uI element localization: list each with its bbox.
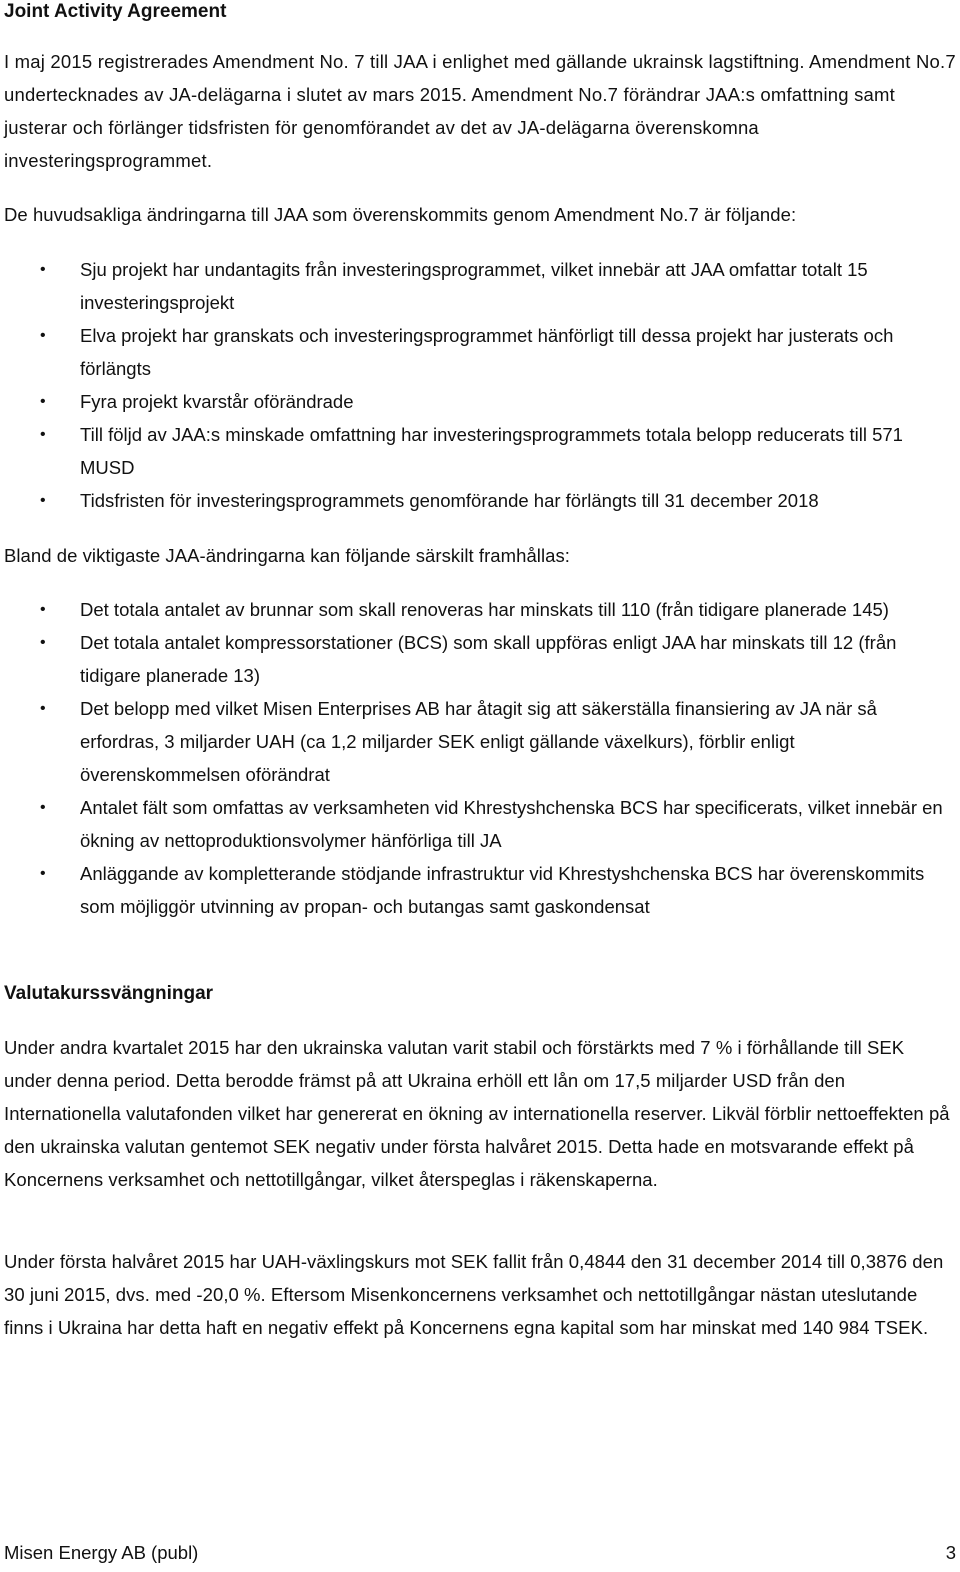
- list-item: • Elva projekt har granskats och investeringsprogrammet hänförligt till dessa projekt har justerats och förlängts: [0, 319, 960, 385]
- section-heading-jaa: Joint Activity Agreement: [4, 1, 227, 22]
- bullet-icon: •: [40, 865, 46, 882]
- changes-intro-paragraph: De huvudsakliga ändringarna till JAA som överenskommits genom Amendment No.7 är följande:: [4, 204, 797, 225]
- bullet-icon: •: [40, 492, 46, 509]
- list-item: • Tidsfristen för investeringsprogrammets genomförande har förlängts till 31 december 2018: [0, 484, 960, 517]
- list-item: • Fyra projekt kvarstår oförändrade: [0, 385, 960, 418]
- fx-paragraph-2: Under första halvåret 2015 har UAH-växlingskurs mot SEK fallit från 0,4844 den 31 december 2014 till 0,3876 den 30 juni 2015, dvs. med -20,0 %. Eftersom Misenkoncernens verksamhet och nettotillgångar nästan uteslutande finns i Ukraina har detta haft en negativ effekt på Koncernens egna kapital som har minskat med 140 984 TSEK.: [4, 1251, 944, 1338]
- changes-list: [0, 253, 960, 517]
- list-item: • Antalet fält som omfattas av verksamheten vid Khrestyshchenska BCS har specificerats, vilket innebär en ökning av nettoproduktionsvolymer hänförliga till JA: [0, 791, 960, 857]
- bullet-icon: •: [40, 634, 46, 651]
- bullet-icon: •: [40, 700, 46, 717]
- list-item: • Det totala antalet kompressorstationer (BCS) som skall uppföras enligt JAA har minskats till 12 (från tidigare planerade 13): [0, 626, 960, 692]
- bullet-icon: •: [40, 327, 46, 344]
- section-heading-fx: Valutakurssvängningar: [4, 983, 214, 1004]
- list-item: • Anläggande av kompletterande stödjande infrastruktur vid Khrestyshchenska BCS har överenskommits som möjliggör utvinning av propan- och butangas samt gaskondensat: [0, 857, 960, 923]
- bullet-icon: •: [40, 601, 46, 618]
- fx-paragraph-1: Under andra kvartalet 2015 har den ukrainska valutan varit stabil och förstärkts med 7 % i förhållande till SEK under denna period. Detta berodde främst på att Ukraina erhöll ett lån om 17,5 miljarder USD från den Internationella valutafonden vilket har genererat en ökning av internationella reserver. Likväl förblir nettoeffekten på den ukrainska valutan gentemot SEK negativ under första halvåret 2015. Detta hade en motsvarande effekt på Koncernens verksamhet och nettotillgångar, vilket återspeglas i räkenskaperna.: [4, 1037, 950, 1190]
- highlights-list: [0, 593, 960, 923]
- bullet-icon: •: [40, 426, 46, 443]
- footer-company: Misen Energy AB (publ): [4, 1542, 199, 1563]
- intro-paragraph: I maj 2015 registrerades Amendment No. 7 till JAA i enlighet med gällande ukrainsk lagstiftning. Amendment No.7 undertecknades av JA-delägarna i slutet av mars 2015. Amendment No.7 förändrar JAA:s omfattning samt justerar och förlänger tidsfristen för genomförandet av det av JA-delägarna överenskomna investeringsprogrammet.: [4, 51, 956, 171]
- footer-page-number: 3: [945, 1542, 956, 1563]
- list-item: • Till följd av JAA:s minskade omfattning har investeringsprogrammets totala belopp reducerats till 571 MUSD: [0, 418, 960, 484]
- list-item: • Det totala antalet av brunnar som skall renoveras har minskats till 110 (från tidigare planerade 145): [0, 593, 960, 626]
- bullet-icon: •: [40, 393, 46, 410]
- list-item: • Sju projekt har undantagits från investeringsprogrammet, vilket innebär att JAA omfattar totalt 15 investeringsprojekt: [0, 253, 960, 319]
- highlights-intro-paragraph: Bland de viktigaste JAA-ändringarna kan följande särskilt framhållas:: [4, 545, 570, 566]
- bullet-icon: •: [40, 799, 46, 816]
- list-item: • Det belopp med vilket Misen Enterprises AB har åtagit sig att säkerställa finansiering av JA när så erfordras, 3 miljarder UAH (ca 1,2 miljarder SEK enligt gällande växelkurs), förblir enligt överenskommelsen oförändrat: [0, 692, 960, 791]
- bullet-icon: •: [40, 261, 46, 278]
